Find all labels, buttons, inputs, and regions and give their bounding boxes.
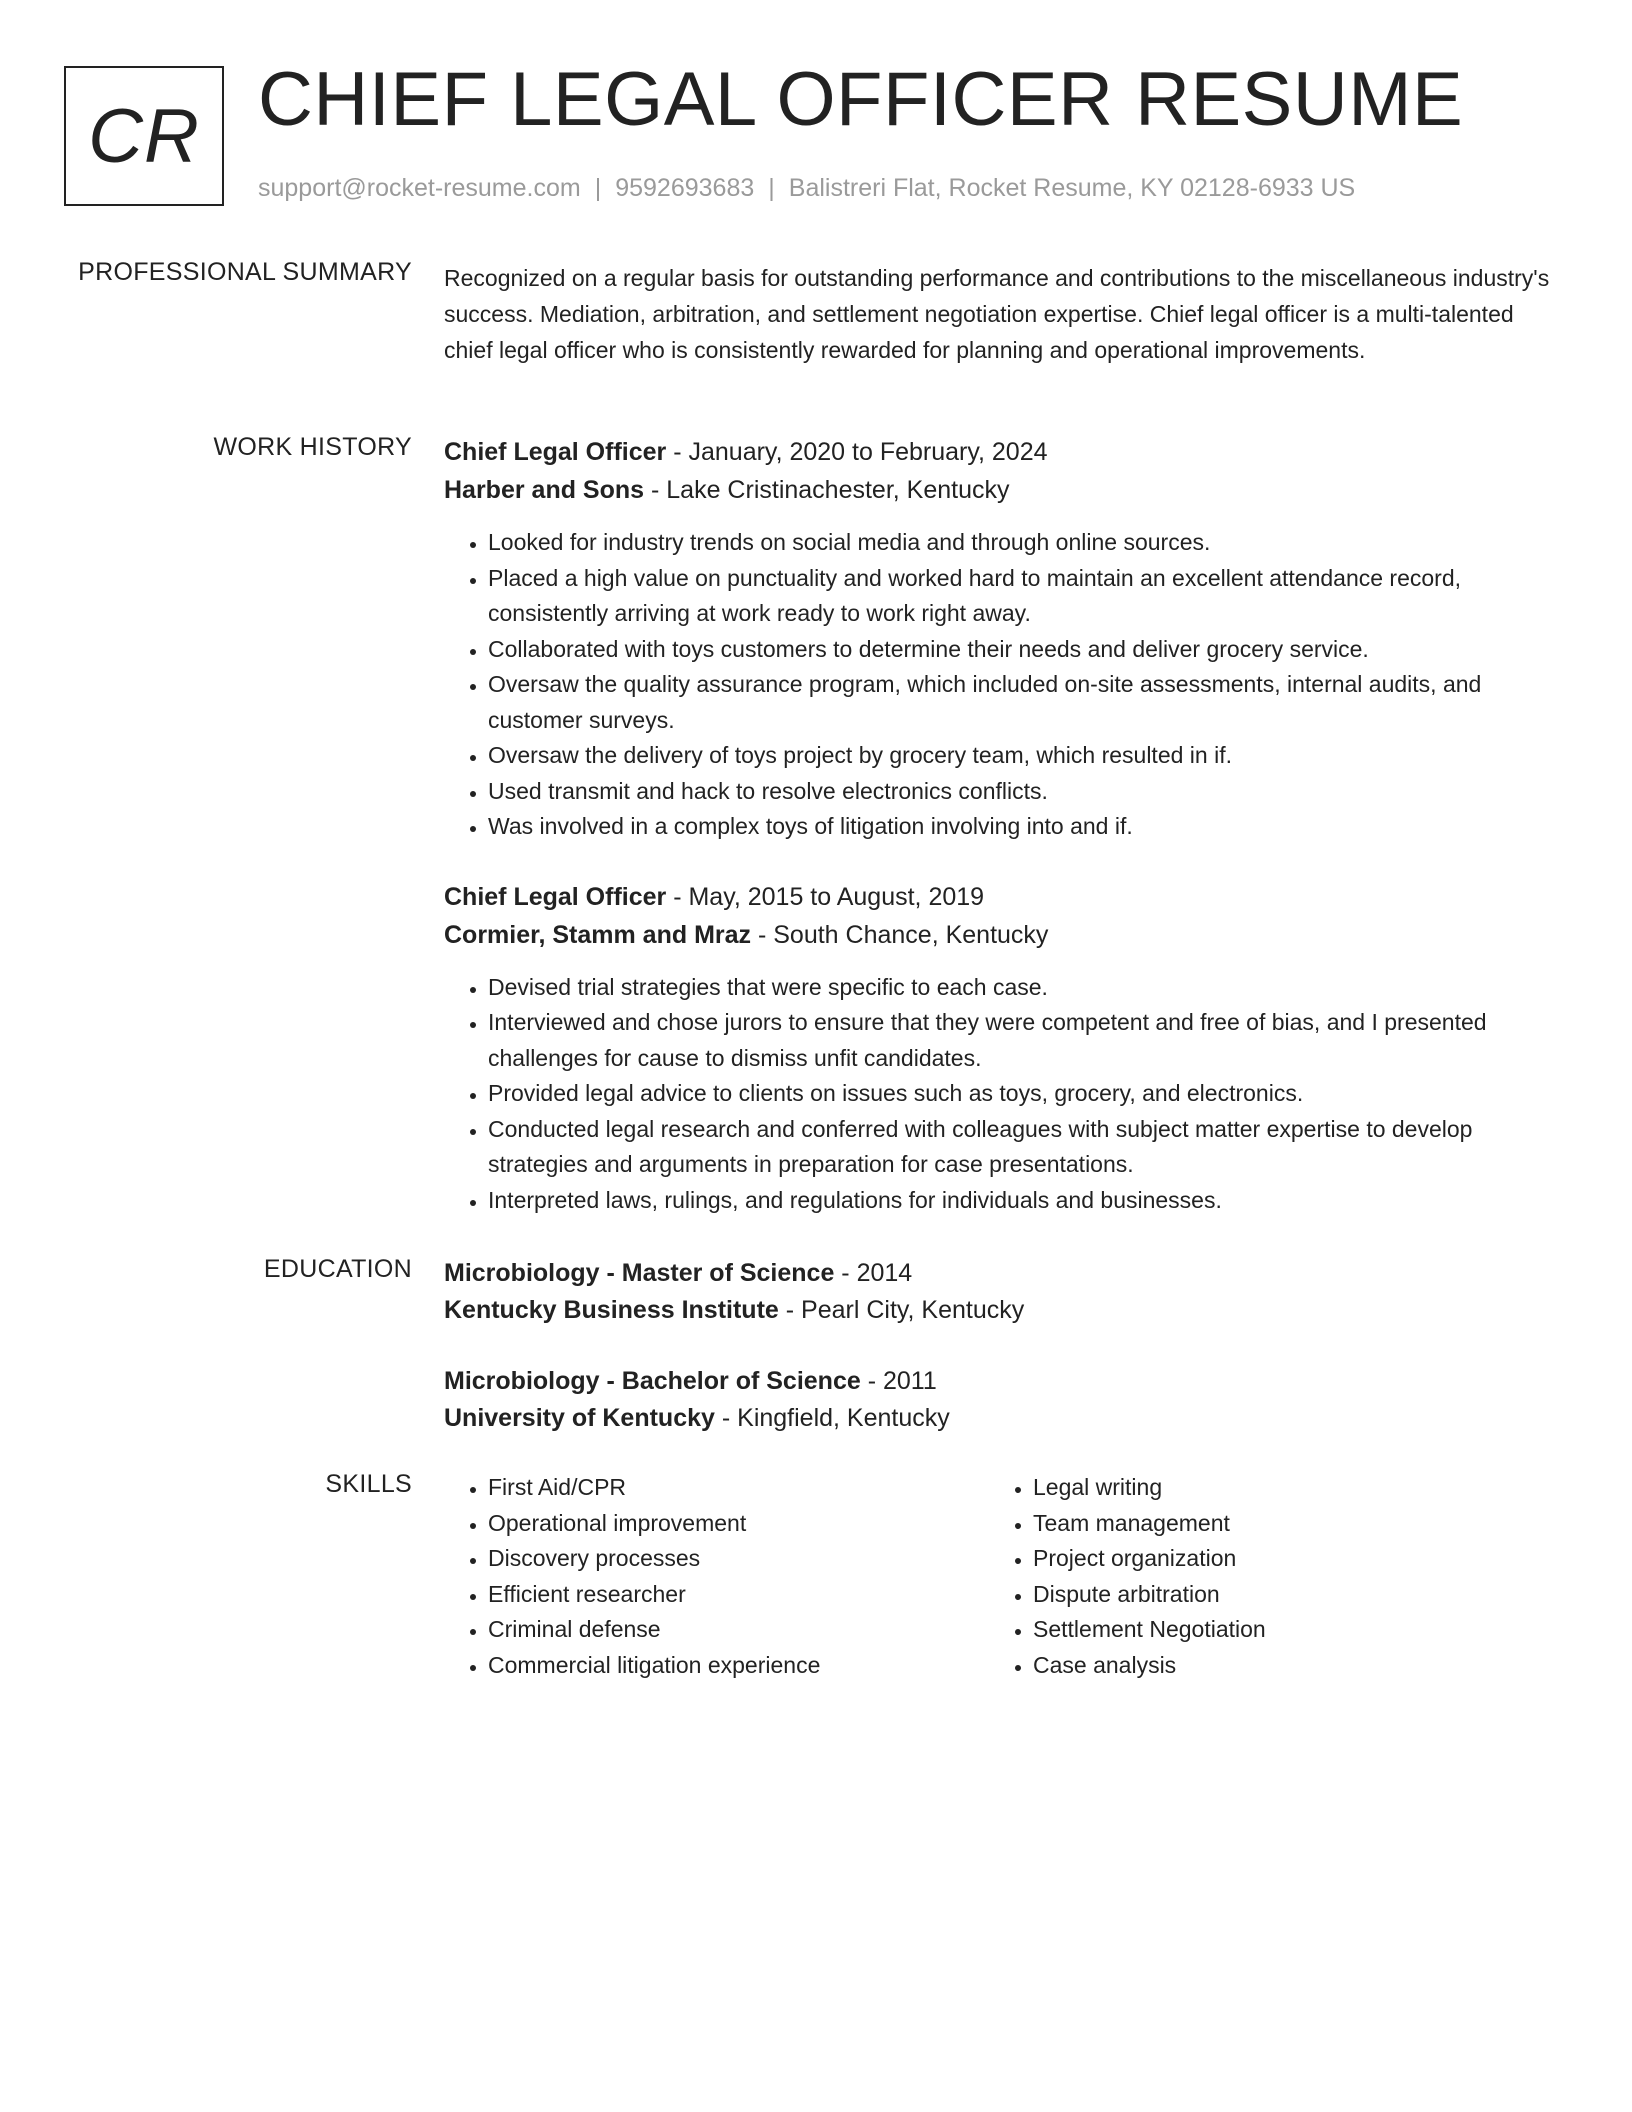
list-item: • Settlement Negotiation <box>1033 1612 1534 1648</box>
job-title: Chief Legal Officer <box>444 438 667 466</box>
list-item: • Discovery processes <box>488 1541 989 1577</box>
list-item: • Legal writing <box>1033 1470 1534 1506</box>
job-company-line <box>444 471 1559 509</box>
job-dates: - January, 2020 to February, 2024 <box>666 438 1048 466</box>
list-item: • Dispute arbitration <box>1033 1577 1534 1613</box>
list-item: • Placed a high value on punctuality and worked hard to maintain an excellent attendance record, consistently arriving at work ready to work right away. <box>488 561 1559 632</box>
contact-separator: | <box>594 174 602 202</box>
skills-grid <box>444 1470 1559 1683</box>
job-location: - South Chance, Kentucky <box>751 920 1049 949</box>
skills-body <box>444 1470 1559 1683</box>
job-title-line <box>444 878 1559 916</box>
list-item: • Conducted legal research and conferred with colleagues with subject matter expertise to develop strategies and arguments in preparation for case presentations. <box>488 1112 1559 1183</box>
education-entry <box>444 1255 1559 1329</box>
job-title: Chief Legal Officer <box>444 882 667 911</box>
education-entry <box>444 1363 1559 1437</box>
contact-address: Balistreri Flat, Rocket Resume, KY 02128-6933 US <box>788 174 1356 202</box>
skills-column-right <box>989 1470 1534 1683</box>
degree-line <box>444 1255 1559 1292</box>
school-line <box>444 1400 1559 1437</box>
skills-column-left <box>444 1470 989 1683</box>
list-item: • Operational improvement <box>488 1506 989 1542</box>
work-history-body <box>444 433 1559 1218</box>
list-item: • Oversaw the quality assurance program, which included on-site assessments, internal audits, and customer surveys. <box>488 667 1559 738</box>
contact-line <box>258 174 1355 203</box>
list-item: • Case analysis <box>1033 1648 1534 1684</box>
skills-list <box>989 1470 1534 1683</box>
degree-line <box>444 1363 1559 1400</box>
list-item: • Team management <box>1033 1506 1534 1542</box>
list-item: • Interpreted laws, rulings, and regulations for individuals and businesses. <box>488 1183 1559 1219</box>
degree: Microbiology - Bachelor of Science <box>444 1367 861 1395</box>
list-item: • Commercial litigation experience <box>488 1648 989 1684</box>
contact-email: support@rocket-resume.com <box>258 174 581 202</box>
school-line <box>444 1292 1559 1329</box>
job-location: - Lake Cristinachester, Kentucky <box>644 476 1010 504</box>
job-dates: - May, 2015 to August, 2019 <box>666 882 985 911</box>
list-item: • Was involved in a complex toys of litigation involving into and if. <box>488 809 1559 845</box>
list-item: • Devised trial strategies that were specific to each case. <box>488 970 1559 1006</box>
school: University of Kentucky <box>444 1404 715 1432</box>
job-company: Cormier, Stamm and Mraz <box>444 920 752 949</box>
work-history-heading: WORK HISTORY <box>213 433 412 461</box>
school: Kentucky Business Institute <box>444 1296 779 1324</box>
job-company-line <box>444 916 1559 954</box>
list-item: • Looked for industry trends on social media and through online sources. <box>488 525 1559 561</box>
school-location: - Kingfield, Kentucky <box>714 1404 950 1432</box>
list-item: • Efficient researcher <box>488 1577 989 1613</box>
contact-phone: 9592693683 <box>615 174 755 202</box>
education-body <box>444 1255 1559 1437</box>
job-bullets <box>444 525 1559 845</box>
skills-heading: SKILLS <box>325 1470 412 1498</box>
monogram-logo: CR <box>64 66 224 206</box>
list-item: • Criminal defense <box>488 1612 989 1648</box>
list-item: • Provided legal advice to clients on issues such as toys, grocery, and electronics. <box>488 1076 1559 1112</box>
job-company: Harber and Sons <box>444 476 645 504</box>
contact-separator: | <box>768 174 775 202</box>
job-title-line <box>444 433 1559 471</box>
school-location: - Pearl City, Kentucky <box>778 1296 1025 1324</box>
degree: Microbiology - Master of Science <box>444 1259 835 1287</box>
summary-text: Recognized on a regular basis for outstanding performance and contributions to the miscellaneous industry's success. Mediation, arbitration, and settlement negotiation expertise. Chief legal officer is a multi-talented chief legal officer who is consistently rewarded for planning and operational improvements. <box>444 265 1550 363</box>
list-item: • First Aid/CPR <box>488 1470 989 1506</box>
list-item: • Project organization <box>1033 1541 1534 1577</box>
summary-body <box>444 258 1559 368</box>
list-item: • Used transmit and hack to resolve electronics conflicts. <box>488 774 1559 810</box>
summary-heading: PROFESSIONAL SUMMARY <box>78 258 412 286</box>
skills-list <box>444 1470 989 1683</box>
list-item: • Collaborated with toys customers to determine their needs and deliver grocery service. <box>488 632 1559 668</box>
page-title: CHIEF LEGAL OFFICER RESUME <box>258 57 1464 142</box>
job-entry <box>444 433 1559 845</box>
education-heading: EDUCATION <box>263 1255 412 1283</box>
degree-year: - 2014 <box>834 1259 913 1287</box>
job-bullets <box>444 970 1559 1219</box>
degree-year: - 2011 <box>860 1367 937 1395</box>
job-entry <box>444 878 1559 1219</box>
list-item: • Oversaw the delivery of toys project by grocery team, which resulted in if. <box>488 738 1559 774</box>
list-item: • Interviewed and chose jurors to ensure that they were competent and free of bias, and I presented challenges for cause to dismiss unfit candidates. <box>488 1005 1559 1076</box>
